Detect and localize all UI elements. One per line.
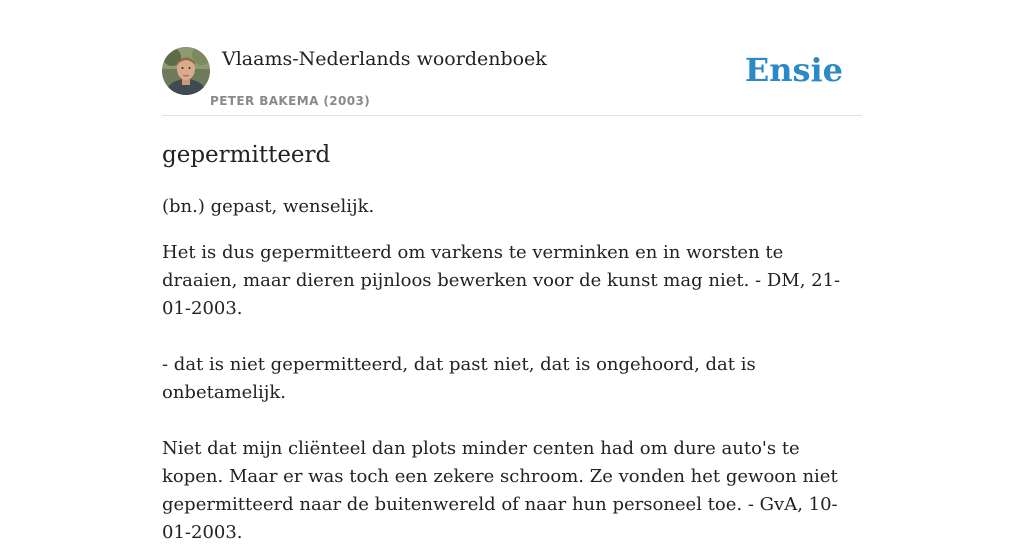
dictionary-title[interactable]: Vlaams-Nederlands woordenboek [222,48,547,70]
entry-body [162,239,862,547]
entry-header [162,46,862,116]
page [162,0,862,547]
brand-logo[interactable]: Ensie [744,51,843,89]
example-paragraph: Het is dus gepermitteerd om varkens te verminken en in worsten te draaien, maar dieren pijnloos bewerken voor de kunst mag niet. - DM, 21-01-2003. [162,242,841,319]
example-paragraph: Niet dat mijn cliënteel dan plots minder centen had om dure auto's te kopen. Maar er was toch een zekere schroom. Ze vonden het gewoon niet gepermitteerd naar de buitenwereld of naar hun personeel toe. - GvA, 10-01-2003. [162,438,838,543]
example-paragraph: - dat is niet gepermitteerd, dat past niet, dat is ongehoord, dat is onbetamelijk. [162,354,756,403]
definition: (bn.) gepast, wenselijk. [162,196,375,217]
avatar[interactable] [162,47,210,95]
author-name[interactable]: PETER BAKEMA (2003) [210,94,371,108]
headword: gepermitteerd [162,142,331,168]
author-portrait-icon [162,47,210,95]
